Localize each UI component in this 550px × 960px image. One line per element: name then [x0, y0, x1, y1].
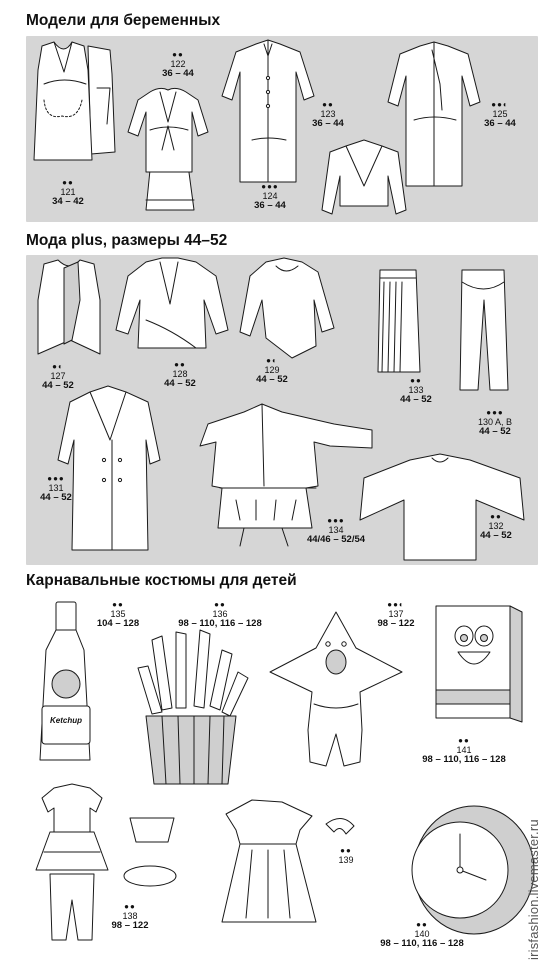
garment-129-top — [240, 258, 334, 358]
costume-136-fries — [138, 630, 248, 784]
model-label-139: ●● 139 — [338, 846, 354, 865]
garment-122-tunic-skirt — [128, 88, 208, 210]
model-label-134: ●●● 134 44/46 – 52/54 — [306, 516, 366, 545]
garment-125-dress — [388, 42, 480, 186]
garment-127-vest — [38, 260, 100, 354]
costume-140-clock — [412, 806, 534, 934]
model-label-121: ●● 121 34 – 42 — [52, 178, 84, 207]
section-title-kids-carnival: Карнавальные костюмы для детей — [26, 572, 297, 589]
model-label-135: ●● 135 104 – 128 — [96, 600, 140, 629]
garment-130-trousers — [460, 270, 508, 390]
model-label-137: ●●◐ 137 98 – 122 — [377, 600, 415, 629]
model-label-136: ●● 136 98 – 110, 116 – 128 — [178, 600, 262, 629]
costume-135-ketchup — [40, 602, 90, 760]
watermark-text: irisfashion.livemaster.ru — [526, 819, 541, 960]
model-label-125: ●●◐ 125 36 – 44 — [484, 100, 516, 129]
model-label-133: ●● 133 44 – 52 — [400, 376, 432, 405]
costume-141-box — [436, 606, 522, 722]
garment-123-shirt-dress — [222, 40, 314, 182]
model-label-128: ●● 128 44 – 52 — [164, 360, 196, 389]
model-label-141: ●● 141 98 – 110, 116 – 128 — [422, 736, 506, 765]
model-label-130: ●●● 130 A, B 44 – 52 — [477, 408, 513, 437]
model-label-127: ●◐ 127 44 – 52 — [42, 362, 74, 391]
model-label-122: ●● 122 36 – 44 — [162, 50, 194, 79]
costume-137-star — [270, 612, 402, 766]
model-label-124: ●●● 124 36 – 44 — [254, 182, 286, 211]
model-label-131: ●●● 131 44 – 52 — [40, 474, 72, 503]
ketchup-label-text: Ketchup — [50, 716, 82, 725]
garment-121-dress — [34, 42, 115, 160]
garment-132-top — [360, 454, 524, 560]
model-label-138: ●● 138 98 – 122 — [111, 902, 149, 931]
section-title-plus-size: Мода plus, размеры 44–52 — [26, 232, 228, 249]
garment-124-jacket — [322, 140, 406, 214]
section-title-maternity: Модели для беременных — [26, 12, 221, 29]
model-label-140: ●● 140 98 – 110, 116 – 128 — [380, 920, 464, 949]
model-label-129: ●◐ 129 44 – 52 — [256, 356, 288, 385]
garment-128-blouse — [116, 258, 228, 348]
garment-133-skirt — [378, 270, 420, 372]
garment-131-coat — [58, 386, 160, 550]
model-label-123: ●● 123 36 – 44 — [312, 100, 344, 129]
model-label-132: ●● 132 44 – 52 — [480, 512, 512, 541]
